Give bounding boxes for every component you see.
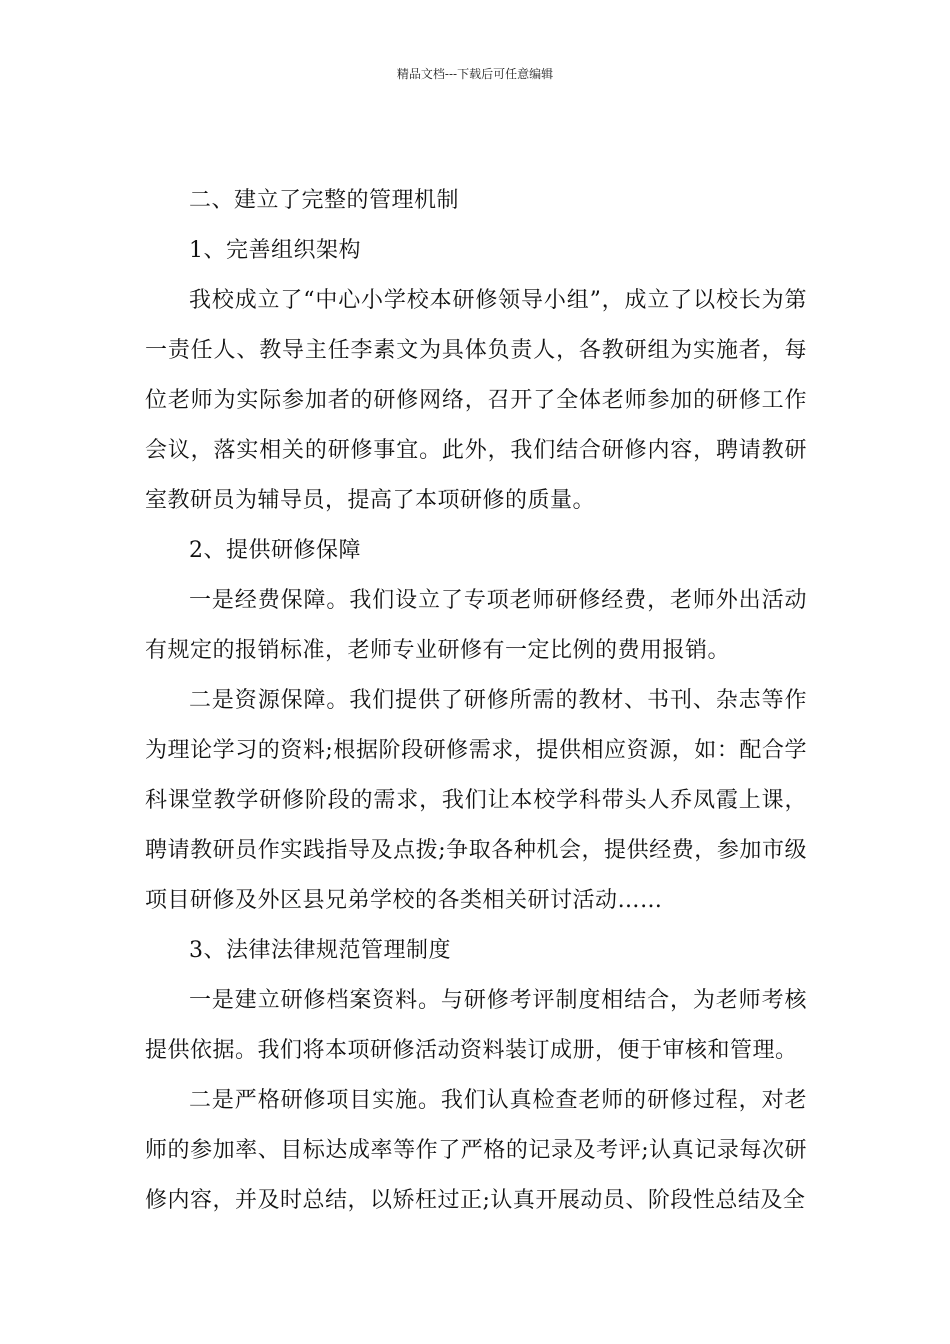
- document-body: [145, 176, 807, 1226]
- subsection-heading: 2、提供研修保障: [189, 538, 361, 563]
- subsection-heading: 1、完善组织架构: [189, 238, 361, 263]
- subsection-heading: 3、法律法律规范管理制度: [189, 938, 451, 963]
- body-paragraph: 一是建立研修档案资料。与研修考评制度相结合，为老师考核提供依据。我们将本项研修活动资料装订成册，便于审核和管理。: [145, 988, 807, 1063]
- body-paragraph: 一是经费保障。我们设立了专项老师研修经费，老师外出活动有规定的报销标准，老师专业研修有一定比例的费用报销。: [145, 588, 807, 663]
- page-header: 精品文档---下载后可任意编辑: [396, 67, 554, 81]
- body-paragraph: 我校成立了“中心小学校本研修领导小组”，成立了以校长为第一责任人、教导主任李素文为具体负责人，各教研组为实施者，每位老师为实际参加者的研修网络，召开了全体老师参加的研修工作会议，落实相关的研修事宜。此外，我们结合研修内容，聘请教研室教研员为辅导员，提高了本项研修的质量。: [145, 288, 807, 513]
- body-paragraph: 二是资源保障。我们提供了研修所需的教材、书刊、杂志等作为理论学习的资料;根据阶段研修需求，提供相应资源，如：配合学科课堂教学研修阶段的需求，我们让本校学科带头人乔凤霞上课，聘请教研员作实践指导及点拨;争取各种机会，提供经费，参加市级项目研修及外区县兄弟学校的各类相关研讨活动……: [145, 688, 807, 913]
- section-heading: 二、建立了完整的管理机制: [189, 188, 460, 213]
- body-paragraph: 二是严格研修项目实施。我们认真检查老师的研修过程，对老师的参加率、目标达成率等作了严格的记录及考评;认真记录每次研修内容，并及时总结，以矫枉过正;认真开展动员、阶段性总结及全: [145, 1088, 807, 1213]
